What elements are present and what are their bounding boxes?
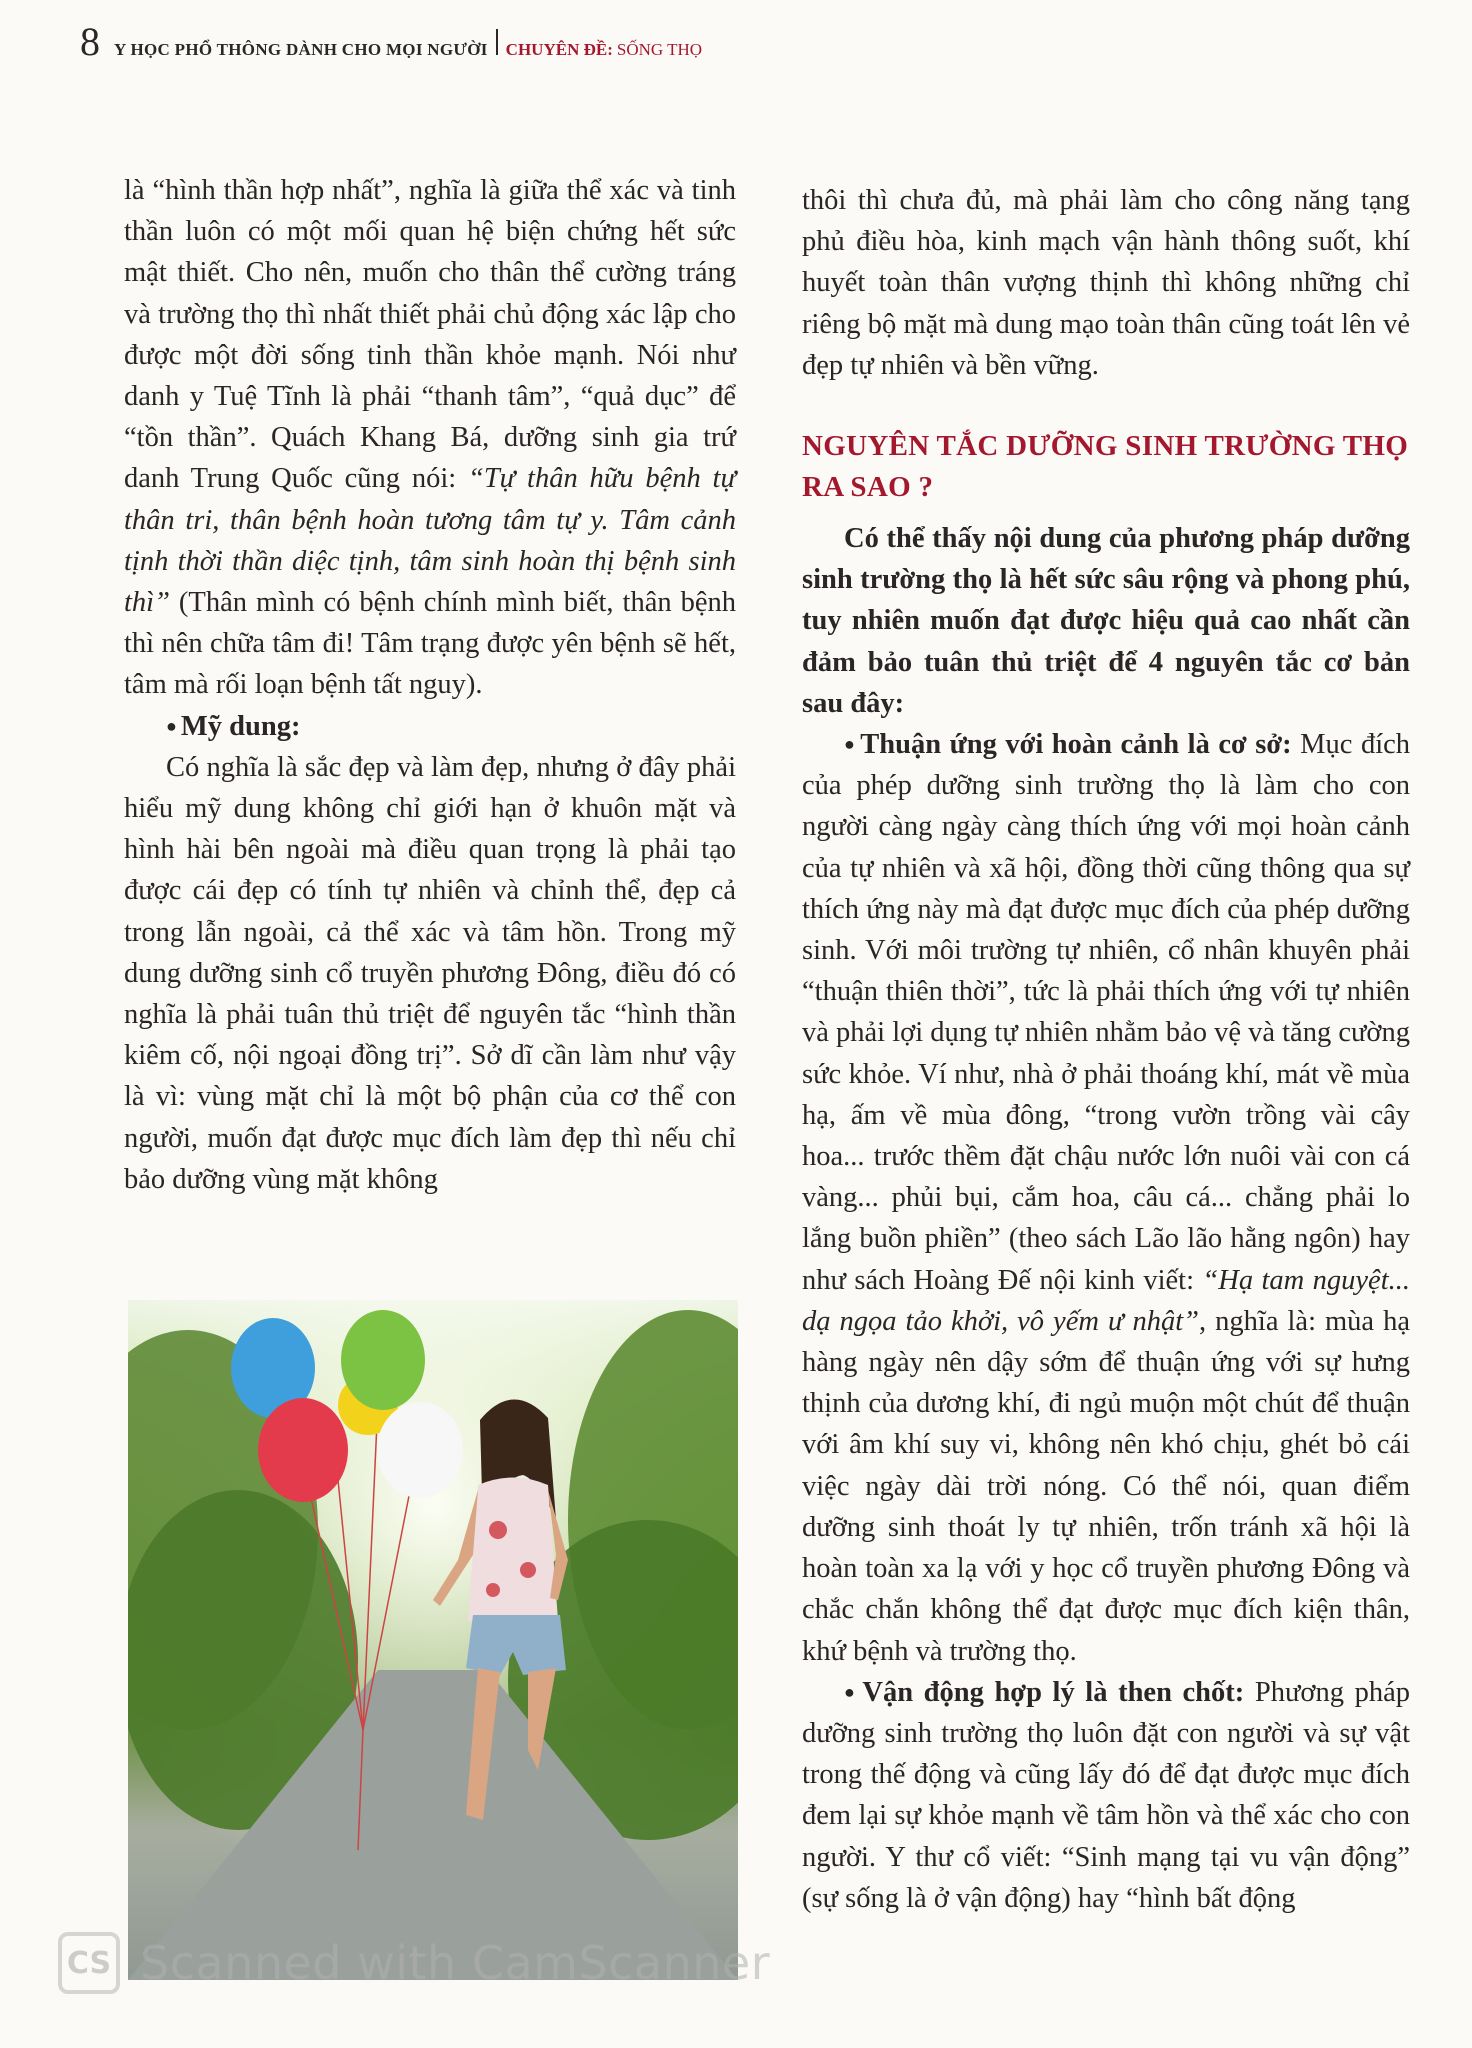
camscanner-watermark — [58, 1928, 770, 1998]
girl-top — [468, 1478, 558, 1631]
left-column — [124, 170, 736, 1200]
bullet-title: Mỹ dung: — [180, 710, 301, 742]
text-run: , nghĩa là: mùa hạ hàng ngày nên dậy sớm để thuận ứng với sự hưng thịnh của dương khí, đi ngủ muộn một chút để thuận với âm khí suy vi, không nên khó chịu, ghét bỏ cái việc ngày dài trời nóng. Có thể nói, quan điểm dưỡng sinh thoát ly tự nhiên, trốn tránh xã hội là hoàn toàn xa lạ với y học cổ truyền phương Đông và chắc chắn không thể đạt được mục đích kiện thân, khứ bệnh và trường thọ. — [802, 1305, 1410, 1667]
intro-paragraph: Có thể thấy nội dung của phương pháp dưỡng sinh trường thọ là hết sức sâu rộng và phong phú, tuy nhiên muốn đạt được hiệu quả cao nhất cần đảm bảo tuân thủ triệt để 4 nguyên tắc cơ bản sau đây: — [802, 523, 1410, 719]
page-header — [80, 18, 702, 66]
text-run: là “hình thần hợp nhất”, nghĩa là giữa thể xác và tinh thần luôn có một mối quan hệ biện chứng hết sức mật thiết. Cho nên, muốn cho thân thể cường tráng và trường thọ thì nhất thiết phải chủ động xác lập cho được một đời sống tinh thần khỏe mạnh. Nói như danh y Tuệ Tĩnh là phải “thanh tâm”, “quả dục” để “tồn thần”. Quách Khang Bá, dưỡng sinh gia trứ danh Trung Quốc cũng nói: — [124, 175, 736, 495]
bullet-icon: ● — [844, 734, 857, 755]
topic-name: SỐNG THỌ — [616, 40, 703, 59]
text-run: Phương pháp dưỡng sinh trường thọ luôn đặt con người và sự vật trong thế động và cũng lấy đó để đạt được mục đích đem lại sự khỏe mạnh về tâm hồn và thể xác cho con người. Y thư cổ viết: “Sinh mạng tại vu vận động” (sự sống là ở vận động) hay “hình bất động — [802, 1676, 1410, 1914]
right-column — [802, 180, 1410, 1919]
header-divider — [496, 29, 498, 55]
photo-illustration — [128, 1300, 738, 1980]
camscanner-logo-icon: CS — [58, 1932, 120, 1994]
bullet-title: Thuận ứng với hoàn cảnh là cơ sở: — [860, 729, 1292, 761]
text-run: Mục đích của phép dưỡng sinh trường thọ là làm cho con người càng ngày càng thích ứng với mọi hoàn cảnh của tự nhiên và xã hội, đồng thời cũng thông qua sự thích ứng này mà đạt được mục đích của phép dưỡng sinh. Với môi trường tự nhiên, cổ nhân khuyên phải “thuận thiên thời”, tức là phải thích ứng với tự nhiên và phải lợi dụng tự nhiên nhằm bảo vệ và tăng cường sức khỏe. Ví như, nhà ở phải thoáng khí, mát về mùa hạ, ấm về mùa đông, “trong vườn trồng vài cây hoa... trước thềm đặt chậu nước lớn nuôi vài con cá vàng... phủi bụi, cắm hoa, câu cá... chẳng phải lo lắng buồn phiền” (theo sách Lão lão hằng ngôn) hay như sách Hoàng Đế nội kinh viết: — [802, 729, 1411, 1296]
watermark-text: Scanned with CamScanner — [140, 1936, 771, 1990]
red-balloon — [258, 1398, 348, 1502]
publication-title: Y HỌC PHỔ THÔNG DÀNH CHO MỌI NGƯỜI — [114, 40, 488, 59]
photo-girl-with-balloons — [128, 1300, 738, 1980]
text-run: (Thân mình có bệnh chính mình biết, thân bệnh thì nên chữa tâm đi! Tâm trạng được yên bệnh sẽ hết, tâm mà rối loạn bệnh tất nguy). — [124, 587, 736, 701]
paragraph: Có nghĩa là sắc đẹp và làm đẹp, nhưng ở đây phải hiểu mỹ dung không chỉ giới hạn ở khuôn mặt và hình hài bên ngoài mà điều quan trọng là phải tạo được cái đẹp có tính tự nhiên và chỉnh thể, đẹp cả trong lẫn ngoài, cả thể xác và tâm hồn. Trong mỹ dung dưỡng sinh cổ truyền phương Đông, điều đó có nghĩa là phải tuân thủ triệt để nguyên tắc “hình thần kiêm cố, nội ngoại đồng trị”. Sở dĩ cần làm như vậy là vì: vùng mặt chỉ là một bộ phận của cơ thể con người, muốn đạt được mục đích làm đẹp thì nếu chỉ bảo dưỡng vùng mặt không — [124, 751, 736, 1195]
paragraph: thôi thì chưa đủ, mà phải làm cho công năng tạng phủ điều hòa, kinh mạch vận hành thông suốt, khí huyết toàn thân vượng thịnh thì không những chỉ riêng bộ mặt mà dung mạo toàn thân cũng toát lên vẻ đẹp tự nhiên và bền vững. — [802, 185, 1410, 381]
bullet-icon: ● — [166, 715, 177, 736]
quote: “Tự thân hữu bệnh tự thân tri, thân bệnh hoàn tương tâm tự y. Tâm cảnh tịnh thời thần diệc tịnh, tâm sinh hoàn thị bệnh sinh thì” — [124, 463, 736, 619]
green-balloon — [341, 1310, 425, 1410]
quote: “Hạ tam nguyệt... dạ ngọa tảo khởi, vô yếm ư nhật” — [802, 1264, 1410, 1337]
page-number: 8 — [80, 19, 100, 64]
bullet-title: Vận động hợp lý là then chốt: — [862, 1676, 1245, 1708]
top-pattern — [486, 1583, 500, 1597]
top-pattern — [520, 1562, 536, 1578]
white-balloon — [377, 1402, 463, 1498]
section-title: NGUYÊN TẮC DƯỠNG SINH TRƯỜNG THỌ RA SAO ? — [802, 430, 1409, 504]
topic-label: CHUYÊN ĐỀ: — [505, 40, 613, 59]
bullet-heading — [124, 706, 736, 747]
bullet-icon: ● — [844, 1681, 859, 1702]
top-pattern — [489, 1521, 507, 1539]
paragraph — [124, 170, 736, 706]
bullet-paragraph — [802, 1672, 1410, 1919]
bullet-paragraph — [802, 724, 1410, 1672]
